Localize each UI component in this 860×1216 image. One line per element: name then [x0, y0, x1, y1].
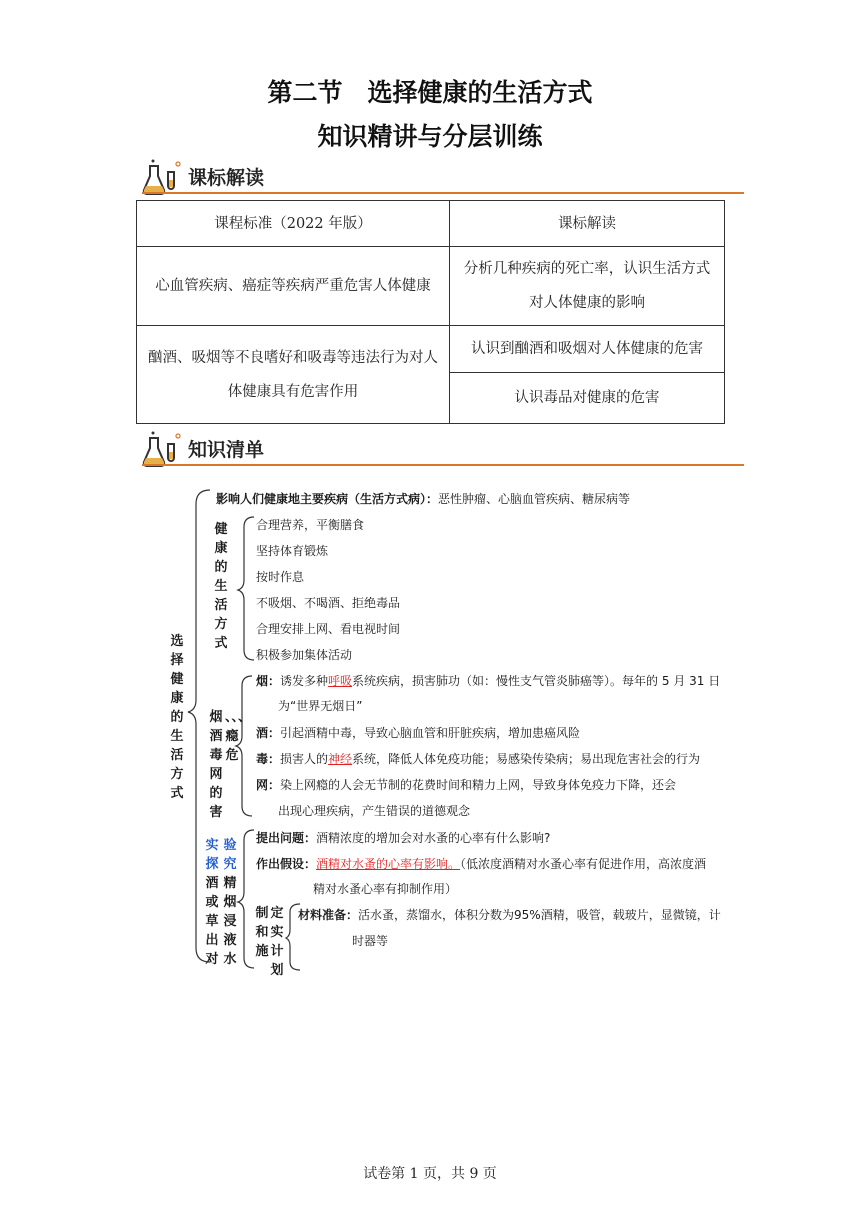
- healthy-lifestyle-label: 健康的生活方式: [214, 522, 228, 651]
- net-label: 网：: [256, 778, 281, 792]
- section-title: 知识清单: [188, 439, 265, 461]
- net-row: [256, 776, 676, 793]
- experiment-label: [205, 836, 219, 969]
- net-text: 染上网瘾的人会无节制的花费时间和精力上网，导致身体免疫力下降，还会: [280, 778, 677, 792]
- smoke-text-post: 系统疾病，损害肺功（如：慢性支气管炎肺癌等）。每年的 5 月 31 日: [352, 674, 721, 688]
- plan-label-col2: 定实计划: [270, 906, 284, 978]
- list-item: 积极参加集体活动: [256, 648, 353, 662]
- alcohol-text: 引起酒精中毒，导致心脑血管和肝脏疾病，增加患癌风险: [280, 726, 581, 740]
- drug-text-pre: 损害人的: [280, 752, 329, 766]
- question-label: 提出问题：: [256, 831, 317, 845]
- page-footer: 试卷第 1 页，共 9 页: [363, 1166, 497, 1182]
- hazards-label: 烟酒毒网的害: [209, 710, 223, 820]
- page-subtitle: 知识精讲与分层训练: [317, 122, 543, 151]
- table-header: 课程标准（2022 年版）: [137, 201, 450, 247]
- materials-text: 活水蚤，蒸馏水，体积分数为95%酒精，吸管，载玻片，显微镜，计: [358, 908, 721, 922]
- hypothesis-keyword: 酒精对水蚤的心率有影响。: [316, 857, 461, 871]
- experiment-label-col2-blue: 验究: [223, 838, 237, 872]
- materials-row-line2: 时器等: [352, 934, 389, 948]
- hypothesis-text: （低浓度酒精对水蚤心率有促进作用，高浓度酒: [460, 857, 707, 871]
- cell-line: 酗酒、吸烟等不良嗜好和吸毒等违法行为对人: [148, 349, 438, 366]
- hypothesis-row-line2: 精对水蚤心率有抑制作用）: [313, 882, 458, 896]
- smoke-label: 烟：: [256, 674, 281, 688]
- list-item: 不吸烟、不喝酒、拒绝毒品: [256, 596, 401, 610]
- drug-text-post: 系统，降低人体免疫功能；易感染传染病；易出现危害社会的行为: [352, 752, 701, 766]
- question-text: 酒精浓度的增加会对水蚤的心率有什么影响?: [316, 831, 551, 845]
- list-item: 按时作息: [256, 570, 305, 584]
- list-item: 坚持体育锻炼: [256, 544, 329, 558]
- alcohol-label: 酒：: [256, 726, 281, 740]
- cell-line: 分析几种疾病的死亡率，认识生活方式: [463, 261, 711, 277]
- hazards-label-col2: 、、、瘾危: [225, 710, 252, 763]
- experiment-label-blue: 实探: [205, 838, 219, 872]
- smoke-keyword: 呼吸: [328, 674, 353, 688]
- plan-label: 制和施: [255, 906, 269, 959]
- table-cell: 心血管疾病、癌症等疾病严重危害人体健康: [137, 247, 450, 326]
- materials-label: 材料准备：: [298, 908, 359, 922]
- drug-label: 毒：: [256, 752, 281, 766]
- materials-row: [298, 906, 721, 923]
- experiment-label-col2: [223, 836, 237, 969]
- diseases-text: 恶性肿瘤、心脑血管疾病、糖尿病等: [438, 492, 631, 506]
- net-row-line2: 出现心理疾病，产生错误的道德观念: [278, 804, 471, 818]
- list-item: 合理安排上网、看电视时间: [256, 622, 401, 636]
- drug-row: [256, 750, 700, 767]
- diseases-label: 影响人们健康地主要疾病（生活方式病）：: [216, 492, 439, 506]
- page-title: 第二节 选择健康的生活方式: [267, 78, 593, 107]
- smoke-text-pre: 诱发多种: [280, 674, 329, 688]
- diseases-row: [216, 490, 630, 507]
- hypothesis-row: [256, 855, 706, 872]
- smoke-row: [256, 672, 720, 689]
- drug-keyword: 神经: [328, 752, 353, 766]
- experiment-label-col2-black: 精烟浸液水: [223, 876, 237, 967]
- alcohol-row: [256, 724, 580, 741]
- cell-line: 体健康具有危害作用: [227, 383, 359, 400]
- section-title: 课标解读: [188, 167, 265, 189]
- hypothesis-label: 作出假设：: [256, 857, 317, 871]
- table-header: 课标解读: [450, 201, 725, 247]
- table-cell: 认识到酗酒和吸烟对人体健康的危害: [450, 326, 725, 373]
- cell-line: 对人体健康的影响: [529, 295, 645, 311]
- list-item: 合理营养，平衡膳食: [256, 518, 365, 532]
- smoke-row-line2: 为“世界无烟日”: [278, 699, 363, 713]
- mindmap-root: 选择健康的生活方式: [170, 634, 184, 801]
- table-cell: 认识毒品对健康的危害: [450, 373, 725, 424]
- experiment-label-black: 酒或草出对: [205, 876, 219, 967]
- question-row: [256, 829, 550, 846]
